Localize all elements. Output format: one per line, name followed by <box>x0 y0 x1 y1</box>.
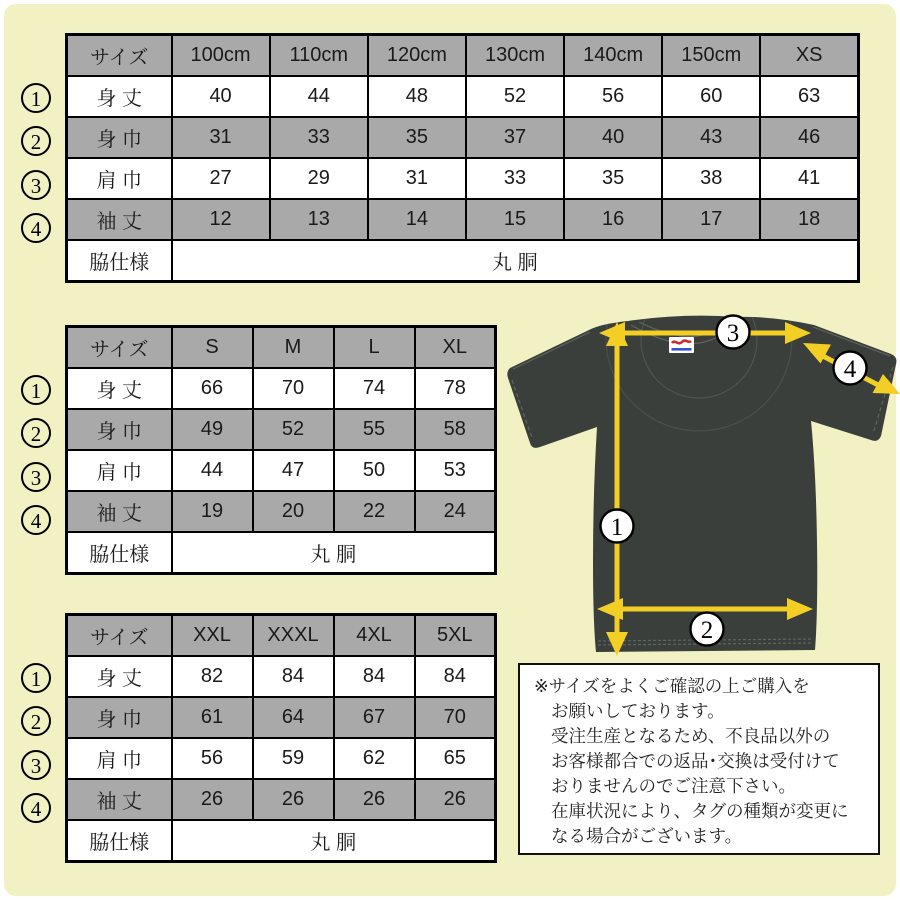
measurement-value-cell: 31 <box>172 117 270 158</box>
measurement-value-cell: 62 <box>334 738 415 779</box>
measurement-value-cell: 13 <box>270 199 368 240</box>
tshirt-measurement-figure <box>503 312 900 664</box>
side-spec-value: 丸 胴 <box>172 532 496 574</box>
measurement-value-cell: 20 <box>253 491 334 532</box>
measurement-value-cell: 70 <box>253 368 334 409</box>
notice-line: なる場合がございます。 <box>551 826 743 846</box>
notice-line: おりませんのでご注意下さい。 <box>551 776 796 796</box>
size-column-header: XXXL <box>253 615 334 657</box>
size-table-plus <box>30 613 497 863</box>
size-column-header: 100cm <box>172 35 270 77</box>
row-marker-circle-2: 2 <box>21 418 51 448</box>
tshirt-figure-svg <box>503 312 900 664</box>
measurement-row-label: 袖 丈 <box>67 199 172 240</box>
figure-label-2 <box>691 613 724 646</box>
row-marker-circle-3: 3 <box>21 462 51 492</box>
measurement-value-cell: 84 <box>334 656 415 697</box>
svg-text:2: 2 <box>700 617 714 644</box>
measurement-value-cell: 40 <box>564 117 662 158</box>
measurement-value-cell: 14 <box>368 199 466 240</box>
measurement-value-cell: 65 <box>415 738 496 779</box>
measurement-value-cell: 26 <box>415 779 496 820</box>
measurement-value-cell: 46 <box>760 117 858 158</box>
notice-line: 在庫状況により、タグの種類が変更に <box>551 801 849 821</box>
figure-label-1 <box>601 510 634 543</box>
row-marker-circle-2: 2 <box>21 706 51 736</box>
side-spec-label: 脇仕様 <box>67 820 172 862</box>
measurement-value-cell: 41 <box>760 158 858 199</box>
measurement-row-label: 肩 巾 <box>67 450 172 491</box>
size-column-header: 5XL <box>415 615 496 657</box>
measurement-value-cell: 26 <box>334 779 415 820</box>
measurement-value-cell: 26 <box>172 779 253 820</box>
measurement-value-cell: 52 <box>253 409 334 450</box>
measurement-value-cell: 64 <box>253 697 334 738</box>
measurement-row-label: 袖 丈 <box>67 491 172 532</box>
measurement-value-cell: 17 <box>662 199 760 240</box>
size-column-header: 140cm <box>564 35 662 77</box>
measurement-value-cell: 56 <box>564 76 662 117</box>
svg-text:3: 3 <box>726 320 740 347</box>
measurement-value-cell: 22 <box>334 491 415 532</box>
size-column-header: 110cm <box>270 35 368 77</box>
size-column-header: XS <box>760 35 858 77</box>
svg-text:1: 1 <box>610 514 624 541</box>
row-marker-circle-4: 4 <box>21 213 51 243</box>
measurement-value-cell: 35 <box>564 158 662 199</box>
measurement-value-cell: 33 <box>270 117 368 158</box>
figure-label-4 <box>834 352 867 385</box>
size-column-header: XL <box>415 327 496 369</box>
svg-text:4: 4 <box>843 356 857 383</box>
size-column-header: S <box>172 327 253 369</box>
measurement-value-cell: 70 <box>415 697 496 738</box>
size-table-plus-table <box>65 613 497 863</box>
size-column-header: XXL <box>172 615 253 657</box>
measurement-value-cell: 49 <box>172 409 253 450</box>
row-marker-circle-2: 2 <box>21 126 51 156</box>
size-column-header: 150cm <box>662 35 760 77</box>
measurement-value-cell: 47 <box>253 450 334 491</box>
measurement-value-cell: 55 <box>334 409 415 450</box>
measurement-value-cell: 19 <box>172 491 253 532</box>
measurement-value-cell: 43 <box>662 117 760 158</box>
side-spec-value: 丸 胴 <box>172 240 859 282</box>
notice-line: お客様都合での返品･交換は受付けて <box>551 751 840 771</box>
size-table-adult-table <box>65 325 497 575</box>
size-column-header: M <box>253 327 334 369</box>
measurement-value-cell: 44 <box>172 450 253 491</box>
measurement-value-cell: 59 <box>253 738 334 779</box>
measurement-value-cell: 50 <box>334 450 415 491</box>
size-column-header: 130cm <box>466 35 564 77</box>
measurement-value-cell: 31 <box>368 158 466 199</box>
measurement-value-cell: 84 <box>253 656 334 697</box>
measurement-value-cell: 16 <box>564 199 662 240</box>
measurement-value-cell: 33 <box>466 158 564 199</box>
measurement-row-label: 身 巾 <box>67 697 172 738</box>
measurement-row-label: 身 巾 <box>67 117 172 158</box>
size-header-label: サイズ <box>67 615 172 657</box>
measurement-row-label: 袖 丈 <box>67 779 172 820</box>
measurement-row-label: 肩 巾 <box>67 738 172 779</box>
size-column-header: 4XL <box>334 615 415 657</box>
measurement-row-label: 肩 巾 <box>67 158 172 199</box>
measurement-row-label: 身 丈 <box>67 656 172 697</box>
size-table-kids <box>30 33 860 283</box>
measurement-value-cell: 37 <box>466 117 564 158</box>
row-marker-circle-1: 1 <box>21 663 51 693</box>
measurement-value-cell: 18 <box>760 199 858 240</box>
size-table-kids-table <box>65 33 860 283</box>
side-spec-label: 脇仕様 <box>67 240 172 282</box>
measurement-value-cell: 60 <box>662 76 760 117</box>
size-table-adult <box>30 325 497 575</box>
measurement-value-cell: 44 <box>270 76 368 117</box>
row-marker-circle-1: 1 <box>21 375 51 405</box>
measurement-value-cell: 58 <box>415 409 496 450</box>
measurement-value-cell: 26 <box>253 779 334 820</box>
measurement-value-cell: 66 <box>172 368 253 409</box>
measurement-value-cell: 40 <box>172 76 270 117</box>
measurement-value-cell: 53 <box>415 450 496 491</box>
measurement-row-label: 身 巾 <box>67 409 172 450</box>
neck-brand-tag-icon <box>669 337 694 353</box>
measurement-value-cell: 84 <box>415 656 496 697</box>
size-column-header: 120cm <box>368 35 466 77</box>
row-marker-circle-3: 3 <box>21 170 51 200</box>
measurement-value-cell: 15 <box>466 199 564 240</box>
measurement-value-cell: 61 <box>172 697 253 738</box>
measurement-value-cell: 56 <box>172 738 253 779</box>
measurement-value-cell: 74 <box>334 368 415 409</box>
measurement-value-cell: 12 <box>172 199 270 240</box>
measurement-value-cell: 24 <box>415 491 496 532</box>
measurement-value-cell: 38 <box>662 158 760 199</box>
measurement-row-label: 身 丈 <box>67 368 172 409</box>
side-spec-value: 丸 胴 <box>172 820 496 862</box>
measurement-value-cell: 29 <box>270 158 368 199</box>
row-marker-circle-4: 4 <box>21 505 51 535</box>
measurement-value-cell: 52 <box>466 76 564 117</box>
row-marker-circle-3: 3 <box>21 750 51 780</box>
measurement-value-cell: 78 <box>415 368 496 409</box>
size-header-label: サイズ <box>67 35 172 77</box>
measurement-value-cell: 35 <box>368 117 466 158</box>
side-spec-label: 脇仕様 <box>67 532 172 574</box>
measurement-value-cell: 63 <box>760 76 858 117</box>
measurement-value-cell: 27 <box>172 158 270 199</box>
purchase-notice-box <box>518 663 880 855</box>
measurement-value-cell: 67 <box>334 697 415 738</box>
notice-line: 受注生産となるため、不良品以外の <box>551 726 831 746</box>
size-header-label: サイズ <box>67 327 172 369</box>
figure-label-3 <box>717 316 750 349</box>
measurement-value-cell: 48 <box>368 76 466 117</box>
size-column-header: L <box>334 327 415 369</box>
row-marker-circle-1: 1 <box>21 83 51 113</box>
row-marker-circle-4: 4 <box>21 793 51 823</box>
notice-line: お願いしております。 <box>551 701 725 721</box>
notice-line: ※サイズをよくご確認の上ご購入を <box>534 676 810 696</box>
measurement-row-label: 身 丈 <box>67 76 172 117</box>
measurement-value-cell: 82 <box>172 656 253 697</box>
